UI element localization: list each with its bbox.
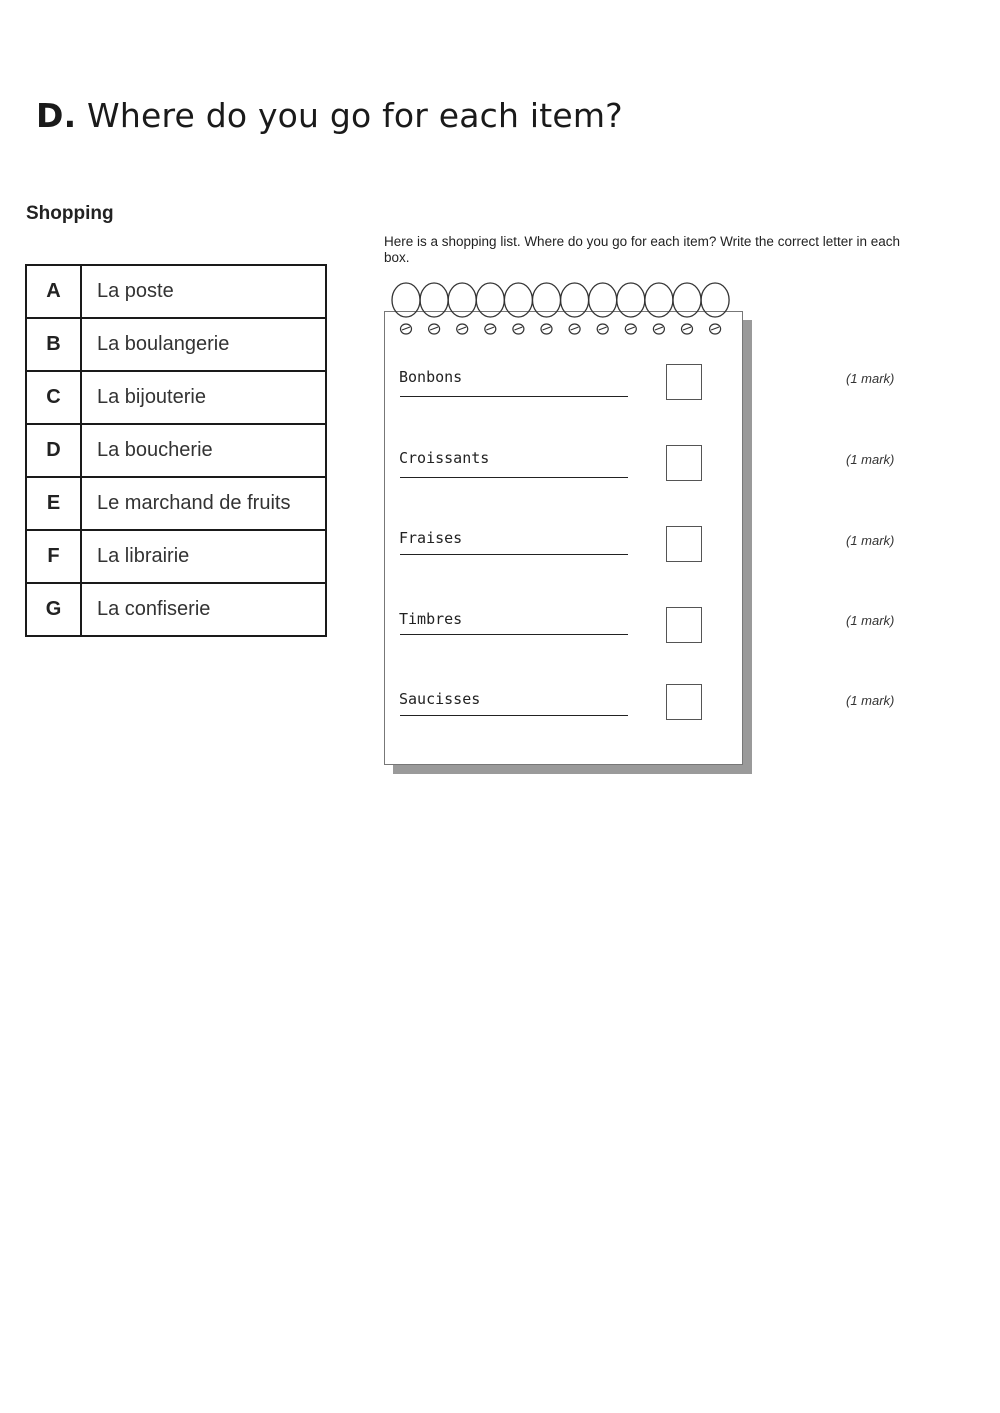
spiral-ring [561,283,589,317]
spiral-ring [533,283,561,317]
shop-name: La boucherie [81,424,326,477]
shop-letter: B [26,318,81,371]
mark-label: (1 mark) [846,693,895,708]
shop-letter: A [26,265,81,318]
spiral-ring [476,283,504,317]
spiral-ring [617,283,645,317]
shop-letter: E [26,477,81,530]
table-row [26,583,326,636]
shop-letter: D [26,424,81,477]
shop-name: La librairie [81,530,326,583]
spiral-ring [645,283,673,317]
mark-label: (1 mark) [846,452,895,467]
spiral-ring [504,283,532,317]
list-item-label: Fraises [399,529,463,547]
shop-name: La bijouterie [81,371,326,424]
shops-table [25,264,327,637]
answer-box[interactable] [666,607,702,643]
list-item-underline [400,554,628,555]
spiral-ring [701,283,729,317]
table-row [26,265,326,318]
spiral-ring [448,283,476,317]
spiral-ring [673,283,701,317]
mark-label: (1 mark) [846,613,895,628]
mark-label: (1 mark) [846,533,895,548]
shop-letter: F [26,530,81,583]
table-row [26,477,326,530]
answer-box[interactable] [666,364,702,400]
table-row [26,371,326,424]
spiral-ring [420,283,448,317]
shop-name: Le marchand de fruits [81,477,326,530]
list-item-underline [400,396,628,397]
answer-box[interactable] [666,445,702,481]
table-row [26,424,326,477]
shop-name: La poste [81,265,326,318]
answer-box[interactable] [666,526,702,562]
shop-letter: G [26,583,81,636]
list-item-label: Timbres [399,610,463,628]
list-item-label: Bonbons [399,368,463,386]
question-text: Where do you go for each item? [76,96,623,135]
table-row [26,530,326,583]
instructions-text: Here is a shopping list. Where do you go for each item? Write the correct letter in each box. [384,234,900,265]
list-item-underline [400,634,628,635]
spiral-binding-icon [384,280,744,340]
section-title: Shopping [26,203,114,224]
shop-name: La boulangerie [81,318,326,371]
list-item-label: Croissants [399,449,490,467]
list-item-underline [400,477,628,478]
spiral-ring [589,283,617,317]
mark-label: (1 mark) [846,371,895,386]
question-letter: D. [36,96,77,135]
shop-letter: C [26,371,81,424]
table-row [26,318,326,371]
spiral-ring [392,283,420,317]
list-item-underline [400,715,628,716]
list-item-label: Saucisses [399,690,481,708]
shop-name: La confiserie [81,583,326,636]
answer-box[interactable] [666,684,702,720]
question-heading [36,96,623,135]
